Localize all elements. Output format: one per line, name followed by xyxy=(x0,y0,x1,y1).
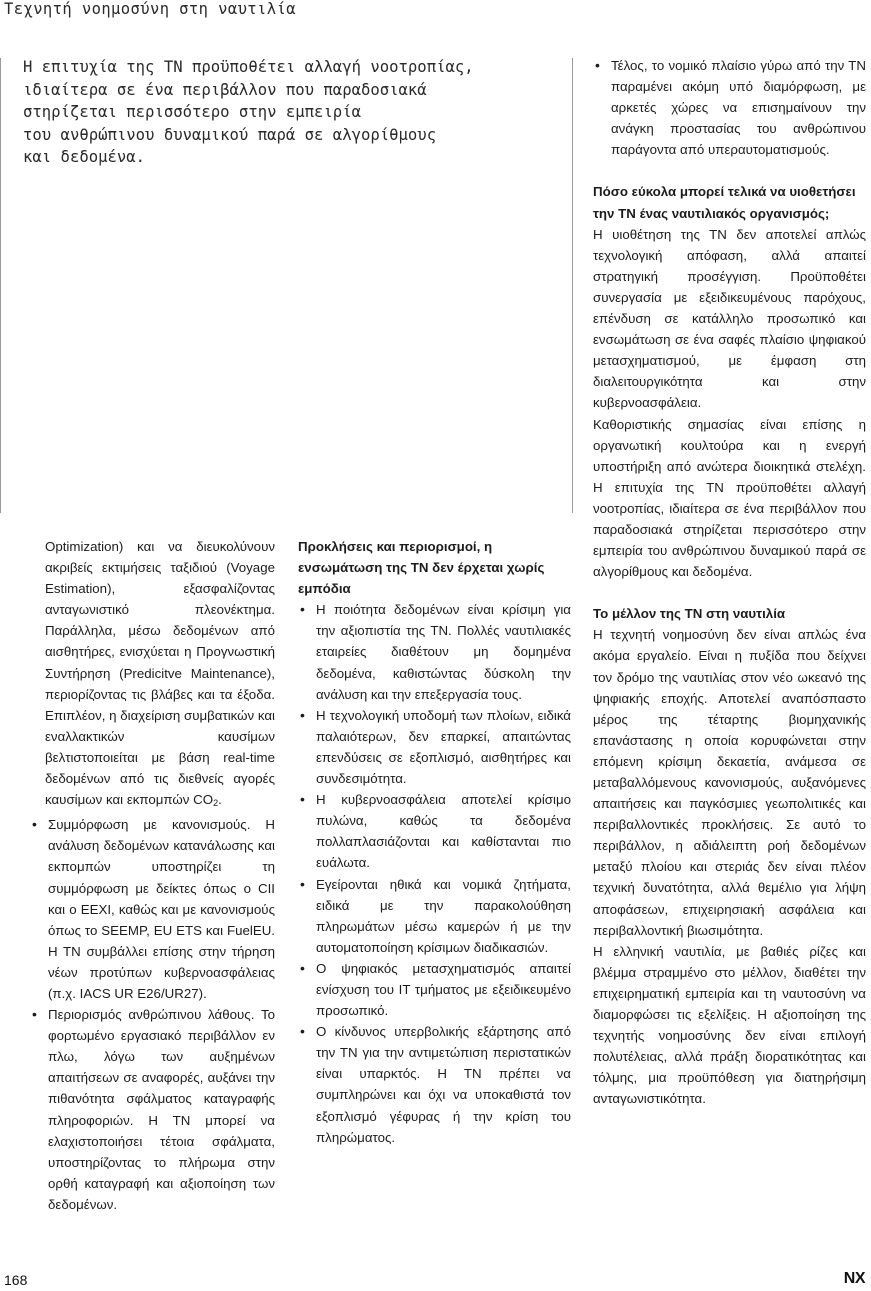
pull-quote: Η επιτυχία της ΤΝ προϋποθέτει αλλαγή νοοτροπίας, ιδιαίτερα σε ένα περιβάλλον που παραδοσιακά στηρίζεται περισσότερο στην εμπειρία του ανθρώπινου δυναμικού παρά σε αλγορίθμους και δεδομένα. xyxy=(23,58,474,166)
future-heading: Το μέλλον της ΤΝ στη ναυτιλία xyxy=(593,606,786,622)
co2-subscript: 2 xyxy=(213,798,219,809)
list-item: • Τέλος, το νομικό πλαίσιο γύρω από την ΤΝ παραμένει ακόμη υπό διαμόρφωση, με αρκετές χώρες να επισημαίνουν την ανάγκη προστασίας του ανθρώπινου παράγοντα από υπεραυτοματισμούς. xyxy=(593,55,866,160)
challenges-heading: Προκλήσεις και περιορισμοί, η ενσωμάτωση της ΤΝ δεν έρχεται χωρίς εμπόδια xyxy=(298,539,545,597)
list-item: • Ο ψηφιακός μετασχηματισμός απαιτεί ενίσχυση του IT τμήματος με εξειδικευμένο προσωπικό. xyxy=(298,958,571,1021)
list-item: • Ο κίνδυνος υπερβολικής εξάρτησης από την ΤΝ για την αντιμετώπιση περιστατικών είναι υπαρκτός. Η ΤΝ πρέπει να συμπληρώνει και όχι να υποκαθιστά τον εξοπλισμό γέφυρας ή την κρίση του πληρώματος. xyxy=(298,1021,571,1148)
column-2 xyxy=(298,536,571,1148)
list-item: • Περιορισμός ανθρώπινου λάθους. Το φορτωμένο εργασιακό περιβάλλον εν πλω, λόγω των αυξημένων απαιτήσεων σε αναφορές, αυξάνει την πιθανότητα σφάλματος καταγραφής πληροφοριών. Η ΤΝ μπορεί να ελαχιστοποιήσει τέτοια σφάλματα, υποστηρίζοντας το πλήρωμα στην ορθή καταγραφή και αξιοποίηση των δεδομένων. xyxy=(30,1004,275,1215)
brand-logo: NX xyxy=(843,1270,865,1287)
column-3 xyxy=(593,55,866,1110)
future-paragraph: Η τεχνητή νοημοσύνη δεν είναι απλώς ένα ακόμα εργαλείο. Είναι η πυξίδα που δείχνει τον δρόμο της ναυτιλίας στον νέο ωκεανό της ψηφιακής εποχής. Αποτελεί αναπόσπαστο μέρος της τέταρτης βιομηχανικής επανάστασης η οποία κορυφώνεται στην επόμενη κρίσιμη δεκαετία, ανάμεσα σε μεταβαλλόμενους κανονισμούς, αυξανόμενες απαιτήσεις και παγκόσμιες γεωπολιτικές και περιβαλλοντικές προκλήσεις. Σε αυτό το περιβάλλον, η αδιάλειπτη ροή δεδομένων μεταξύ πλοίου και στεριάς δεν είναι πλέον τεχνική δυνατότητα, αλλά θεμέλιο για λήψη αποφάσεων, επιχειρησιακή ασφάλεια και περιβαλλοντική βιωσιμότητα. xyxy=(593,627,866,938)
continuation-text: Optimization) και να διευκολύνουν ακριβείς εκτιμήσεις ταξιδιού (Voyage Estimation), εξασφαλίζοντας ανταγωνιστικό πλεονέκτημα. Παράλληλα, μέσω δεδομένων από αισθητήρες, ενισχύεται η Προγνωστική Συντήρηση (Predicitve Maintenance), περιορίζοντας τις βλάβες και τα έξοδα. Επιπλέον, η διαχείριση συμβατικών και εναλλακτικών καυσίμων βελτιστοποιείται με βάση real-time δεδομένων από τις διεθνείς αγορές καυσίμων και εκπομπών CO xyxy=(45,539,276,808)
list-item: • Συμμόρφωση με κανονισμούς. Η ανάλυση δεδομένων κατανάλωσης και εκπομπών υποστηρίζει τη συμμόρφωση με δείκτες όπως ο CII και ο EEXI, καθώς και με κανονισμούς όπως το SEEMP, EU ETS και FuelEU. Η ΤΝ συμβάλλει επίσης στην τήρηση νέων προτύπων κυβερνοασφάλειας (π.χ. IACS UR E26/UR27). xyxy=(30,814,275,1004)
continuation-paragraph xyxy=(30,536,275,814)
continuation-end: . xyxy=(218,792,222,808)
adoption-paragraph: Η υιοθέτηση της ΤΝ δεν αποτελεί απλώς τεχνολογική απόφαση, αλλά απαιτεί στρατηγική προσέγγιση. Προϋποθέτει συνεργασία με εξειδικευμένους παρόχους, επένδυση σε κατάλληλο προσωπικό και ενσωμάτωση σε ένα σαφές πλαίσιο ψηφιακού μετασχηματισμού, με έμφαση στη διαλειτουργικότητα και στην κυβερνοασφάλεια. xyxy=(593,226,866,411)
challenges-list xyxy=(298,599,571,1147)
running-title: Τεχνητή νοημοσύνη στη ναυτιλία xyxy=(4,0,296,18)
list-item: • Η ποιότητα δεδομένων είναι κρίσιμη για την αξιοπιστία της ΤΝ. Πολλές ναυτιλιακές εταιρείες διαθέτουν μη δομημένα δεδομένα, καθιστώντας δύσκολη την ανάλυση και την επεξεργασία τους. xyxy=(298,599,571,704)
page-number: 168 xyxy=(4,1272,28,1288)
benefits-list xyxy=(30,814,275,1215)
list-item: • Εγείρονται ηθικά και νομικά ζητήματα, ειδικά με την παρακολούθηση πληρωμάτων μέσω καμερών ή με την αυτοματοποίηση κρίσιμων διαδικασιών. xyxy=(298,874,571,958)
list-item: • Η κυβερνοασφάλεια αποτελεί κρίσιμο πυλώνα, καθώς τα δεδομένα πολλαπλασιάζονται και καθίστανται πιο ευάλωτα. xyxy=(298,789,571,873)
adoption-heading: Πόσο εύκολα μπορεί τελικά να υιοθετήσει την ΤΝ ένας ναυτιλιακός οργανισμός; xyxy=(593,184,856,221)
greek-shipping-paragraph: Η ελληνική ναυτιλία, με βαθιές ρίζες και βλέμμα στραμμένο στο μέλλον, διαθέτει την επιχειρηματική εμπειρία και τη ναυτοσύνη να διαμορφώσει τις εξελίξεις. Η αξιοποίηση της τεχνητής νοημοσύνης δεν είναι επιλογή πολυτέλειας, αλλά πράξη διορατικότητας και τόλμης, μια προϋπόθεση για διατηρήσιμη ανταγωνιστικότητα. xyxy=(593,943,866,1107)
list-item: • Η τεχνολογική υποδομή των πλοίων, ειδικά παλαιότερων, δεν επαρκεί, απαιτώντας επενδύσεις σε εξοπλισμό, αισθητήρες και συνδεσιμότητα. xyxy=(298,705,571,789)
culture-paragraph: Καθοριστικής σημασίας είναι επίσης η οργανωτική κουλτούρα και η ενεργή υποστήριξη από ανώτερα διοικητικά στελέχη. Η επιτυχία της ΤΝ προϋποθέτει αλλαγή νοοτροπίας, ιδιαίτερα σε ένα περιβάλλον που παραδοσιακά στηρίζεται περισσότερο στην εμπειρία του ανθρώπινου δυναμικού παρά σε αλγορίθμους και δεδομένα. xyxy=(593,416,866,580)
column-1 xyxy=(30,536,275,1215)
legal-framework-list xyxy=(593,55,866,160)
